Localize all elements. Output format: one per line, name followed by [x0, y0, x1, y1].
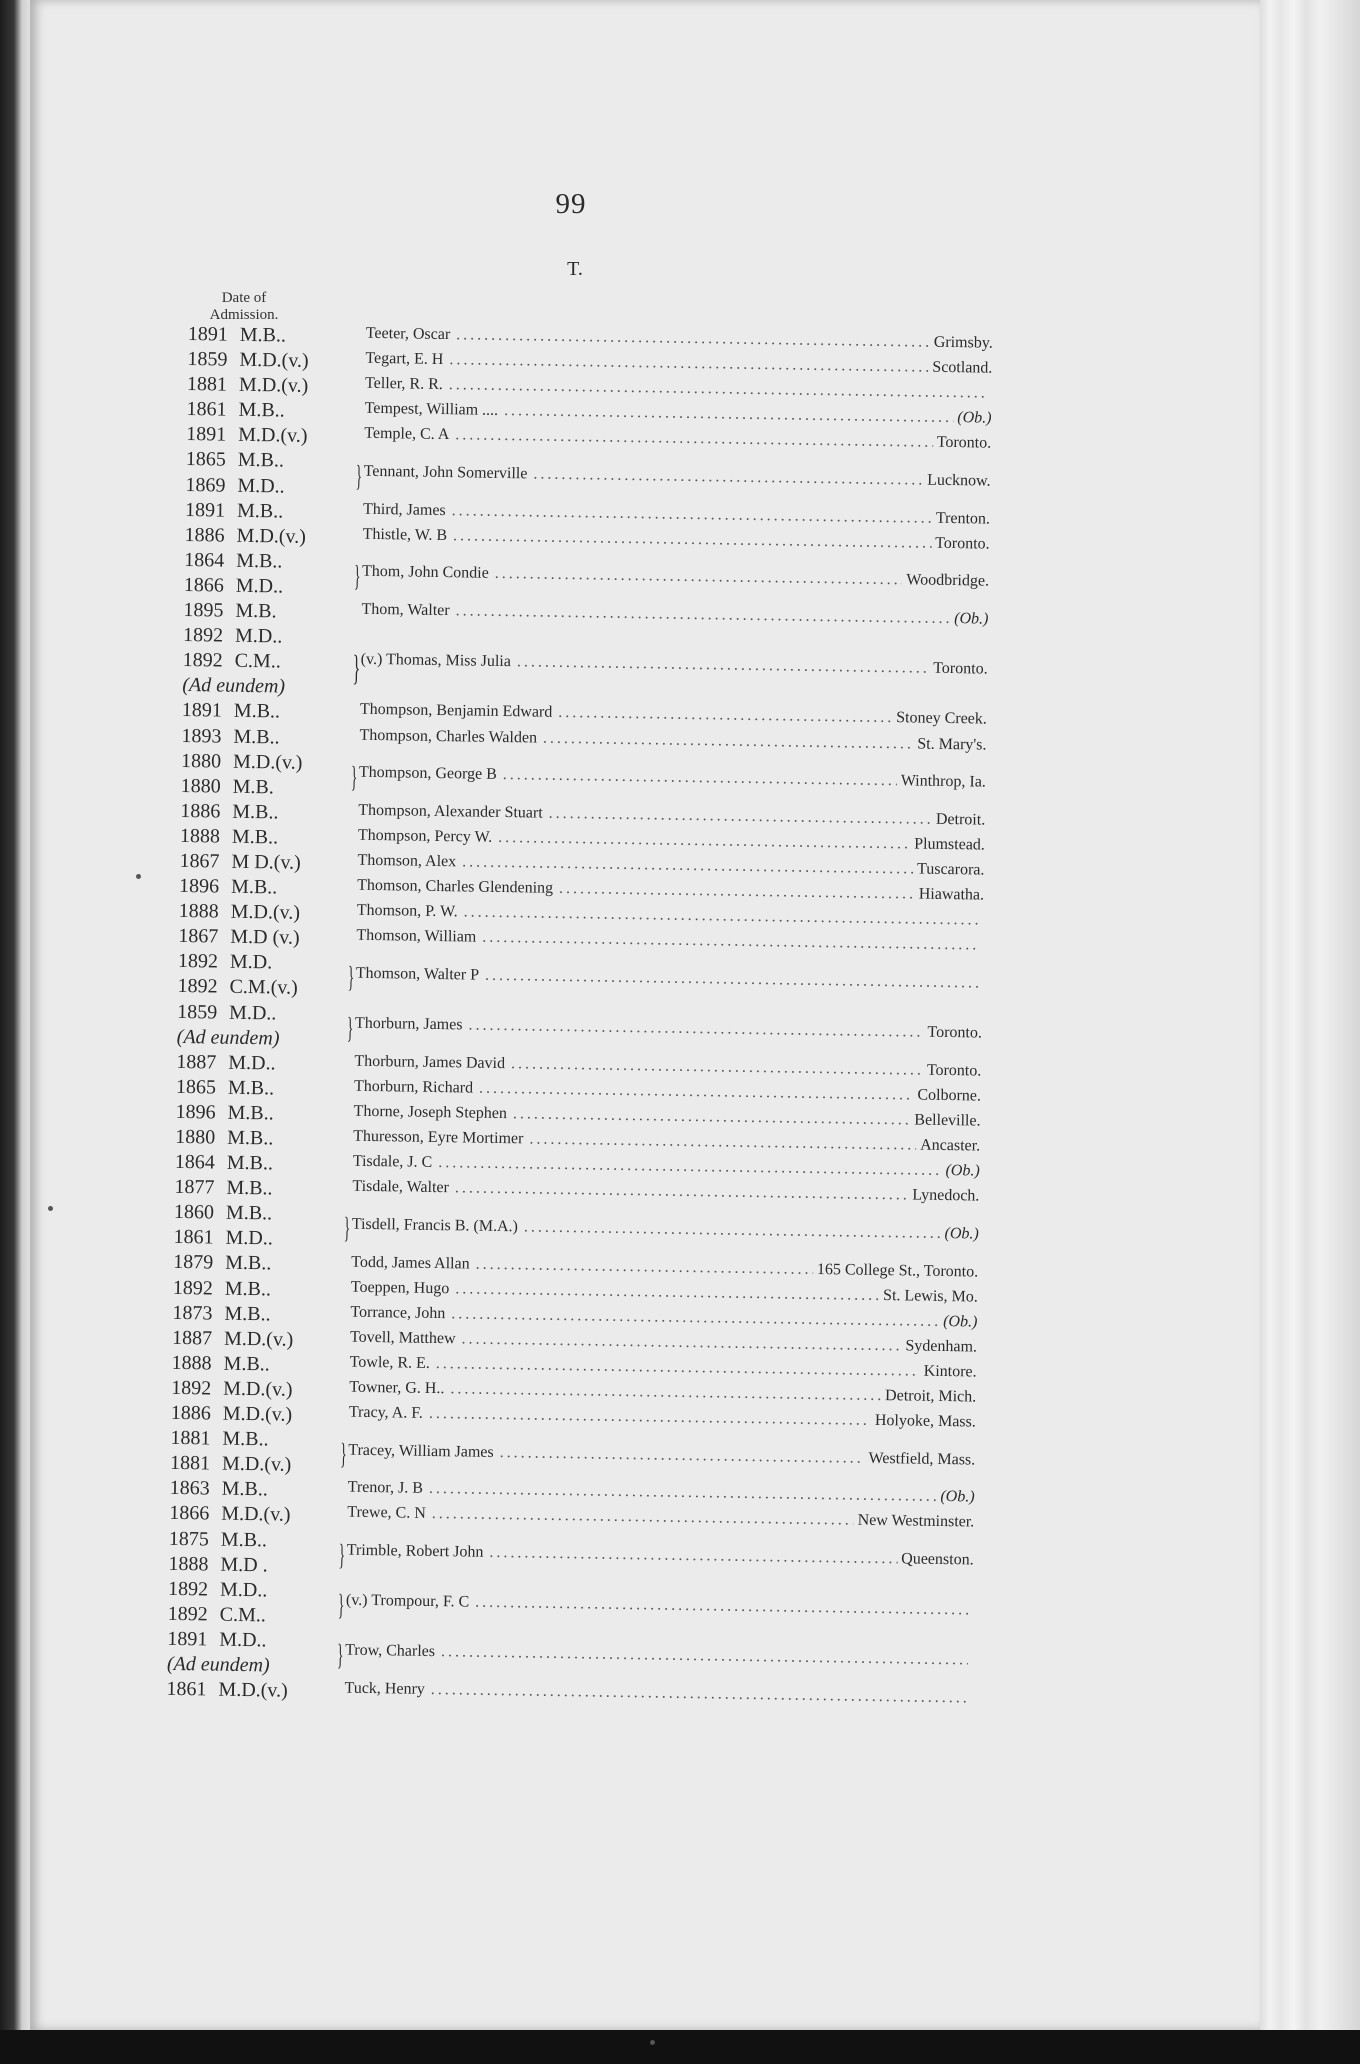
graduate-name: Teller, R. R. [364, 375, 443, 394]
residence: St. Mary's. [917, 735, 987, 754]
graduate-name: Thompson, Percy W. [357, 826, 493, 846]
admission-year: 1896 [178, 875, 220, 898]
residence: Toronto. [927, 1023, 983, 1042]
residence: New Westminster. [857, 1512, 975, 1531]
graduate-name: Thomson, Alex [357, 851, 457, 871]
graduate-name: Tisdale, Walter [352, 1177, 450, 1197]
graduate-name: Trewe, C. N [347, 1504, 426, 1523]
graduate-name: Todd, James Allan [351, 1253, 470, 1273]
degree: M.D.. [237, 474, 285, 498]
admission-year: 1863 [169, 1477, 210, 1500]
residence: Lucknow. [927, 471, 991, 490]
residence: (Ob.) [940, 1488, 975, 1506]
brace-mark: } [355, 459, 363, 493]
residence: Stoney Creek. [896, 709, 987, 729]
page-edge [1260, 0, 1360, 2064]
graduate-name: Thuresson, Eyre Mortimer [353, 1127, 524, 1148]
residence: (Ob.) [957, 409, 992, 427]
residence: Toronto. [926, 1061, 982, 1080]
admission-year: 1860 [173, 1201, 215, 1224]
graduate-name: (v.) Thomas, Miss Julia [360, 651, 512, 671]
degree: M.D.. [225, 1227, 274, 1250]
degree: M.B.. [223, 1352, 270, 1376]
residence: Winthrop, Ia. [900, 772, 987, 791]
residence: Toronto. [935, 534, 990, 553]
admission-year: 1859 [176, 1000, 218, 1024]
degree: M.D.. [219, 1628, 267, 1652]
admission-year: 1891 [186, 423, 227, 446]
admission-year: 1867 [178, 925, 219, 948]
residence: (Ob.) [945, 1162, 980, 1180]
admission-year: 1861 [166, 1677, 207, 1701]
admission-year: 1879 [173, 1251, 214, 1274]
page-number: 99 [555, 188, 587, 220]
graduate-name: Thomson, P. W. [356, 901, 458, 921]
degree: M.D.. [228, 1051, 276, 1075]
graduate-name: Tempest, William .... [364, 400, 499, 420]
graduate-name: Thompson, Charles Walden [359, 726, 538, 747]
admission-year: 1891 [167, 1627, 208, 1651]
degree: M.B.. [221, 1478, 268, 1501]
admission-year: 1886 [184, 523, 225, 547]
graduate-name: Thomson, William [356, 927, 477, 946]
residence: Colborne. [917, 1086, 982, 1105]
degree: M.B. [232, 775, 275, 799]
graduate-name: Tracy, A. F. [348, 1403, 424, 1422]
graduate-name: Trow, Charles [345, 1642, 436, 1661]
admission-year: 1866 [169, 1502, 210, 1525]
admission-year: 1892 [177, 975, 218, 998]
graduate-name: Thorne, Joseph Stephen [353, 1102, 508, 1123]
degree: M.B.. [220, 1528, 268, 1551]
degree: M.B.. [232, 800, 279, 824]
admission-year: 1892 [167, 1602, 208, 1626]
residence: (Ob.) [944, 1224, 979, 1243]
scan-speck [136, 874, 141, 879]
graduate-name: Thomson, Charles Glendening [357, 876, 554, 897]
degree: M.B.. [233, 725, 280, 749]
degree: M.B.. [225, 1202, 273, 1225]
graduate-name: Teeter, Oscar [365, 324, 451, 344]
graduate-name: Thompson, Alexander Stuart [358, 801, 543, 822]
graduate-name: Tisdell, Francis B. (M.A.) [351, 1215, 519, 1236]
admission-year: 1869 [185, 473, 226, 497]
graduate-name: Temple, C. A [364, 425, 450, 444]
graduate-name: Tuck, Henry [344, 1679, 425, 1699]
graduate-name: Thompson, George B [358, 763, 497, 784]
residence: Holyoke, Mass. [874, 1412, 976, 1431]
admission-year: 1893 [181, 724, 222, 748]
degree: M.B.. [239, 323, 287, 347]
admission-year: 1877 [174, 1176, 215, 1199]
graduate-name: Tegart, E. H [365, 349, 444, 369]
degree: M.B.. [230, 875, 278, 899]
admission-year: 1880 [175, 1125, 216, 1149]
residence: Detroit. [935, 810, 986, 829]
admission-year: 1887 [176, 1050, 217, 1074]
admission-year: 1867 [179, 849, 220, 873]
admission-year: 1866 [183, 573, 225, 597]
admission-year: 1891 [187, 322, 228, 346]
admission-year: 1892 [172, 1276, 214, 1300]
residence: Grimsby. [933, 333, 993, 352]
degree: M.B.. [225, 1252, 272, 1275]
brace-mark: } [350, 760, 358, 794]
residence: Hiawatha. [918, 885, 985, 904]
degree: M.D.(v.) [223, 1327, 294, 1351]
graduate-name: Torrance, John [350, 1303, 446, 1322]
residence: Detroit, Mich. [884, 1387, 977, 1406]
admission-year: 1880 [180, 749, 222, 773]
admission-year: 1875 [168, 1527, 210, 1550]
degree: M.D.(v.) [236, 524, 307, 548]
admission-year: 1881 [186, 373, 228, 396]
residence: (Ob.) [943, 1312, 978, 1331]
degree: C.M.. [219, 1603, 266, 1627]
degree: M.D.. [228, 1001, 277, 1025]
admission-year: 1888 [171, 1351, 212, 1375]
residence: Lynedoch. [912, 1186, 980, 1205]
graduate-name: Thompson, Benjamin Edward [359, 701, 553, 722]
graduate-name: Thorburn, Richard [353, 1077, 474, 1097]
admission-year: 1886 [180, 799, 221, 823]
admission-year: 1865 [175, 1075, 217, 1099]
residence: St. Lewis, Mo. [882, 1286, 978, 1306]
degree: M.D.(v.) [232, 750, 303, 774]
graduate-name: Thistle, W. B [362, 525, 448, 544]
degree: M.B.. [224, 1277, 272, 1300]
degree: M.B.. [226, 1176, 273, 1200]
graduate-name: Thomson, Walter P [355, 964, 480, 984]
admission-year: 1888 [168, 1552, 209, 1576]
brace-mark: } [337, 1588, 345, 1622]
admission-year: 1859 [187, 348, 228, 371]
residence: Woodbridge. [906, 571, 990, 591]
column-header-date-of-admission: Date of Admission. [209, 290, 279, 323]
degree: M.D.(v.) [221, 1452, 292, 1476]
admission-year: 1864 [174, 1151, 215, 1174]
degree: M.D . [220, 1553, 268, 1577]
residence: 165 College St., Toronto. [816, 1260, 979, 1281]
degree: M.B.. [236, 499, 284, 523]
graduate-name: Tennant, John Somerville [363, 462, 528, 483]
degree: C.M.(v.) [229, 976, 298, 1000]
residence: Sydenham. [905, 1337, 978, 1356]
scan-speck [48, 1206, 53, 1211]
degree: M.D.(v.) [238, 373, 309, 398]
graduate-name: Trimble, Robert John [346, 1541, 484, 1561]
brace-mark: } [353, 559, 361, 593]
degree: M.B. [235, 599, 277, 623]
residence: Toronto. [936, 434, 992, 453]
degree: C.M.. [234, 649, 281, 673]
degree: M D.(v.) [231, 850, 301, 874]
degree: M.B.. [238, 399, 285, 422]
degree: M.B.. [226, 1151, 274, 1175]
admission-list [166, 322, 993, 1715]
graduate-name: Thom, John Condie [361, 563, 489, 583]
degree: M.B.. [227, 1101, 274, 1125]
admission-year: 1881 [169, 1452, 211, 1475]
brace-mark: } [339, 1437, 347, 1471]
degree: M.D.(v.) [223, 1377, 293, 1401]
admission-year: 1865 [185, 448, 227, 472]
residence: Toronto. [933, 660, 988, 678]
degree: M.D.. [234, 624, 283, 648]
admission-year: 1891 [181, 699, 223, 723]
graduate-name: Trenor, J. B [347, 1479, 424, 1498]
degree: M.D.(v.) [238, 424, 308, 448]
degree: M.D. [229, 951, 273, 974]
admission-year: 1864 [184, 548, 225, 572]
degree: M.B.. [233, 700, 281, 723]
degree: M.B.. [237, 449, 285, 472]
scan-speck [650, 2040, 655, 2045]
degree: M.B.. [224, 1302, 271, 1326]
admission-year: 1892 [177, 950, 219, 973]
graduate-name: Towle, R. E. [349, 1353, 431, 1372]
residence: Scotland. [932, 358, 993, 377]
residence: Trenton. [935, 509, 991, 528]
admission-year: 1888 [178, 900, 219, 923]
degree: M.D.(v.) [218, 1678, 288, 1702]
residence: (Ob.) [954, 610, 989, 628]
graduate-name: (v.) Trompour, F. C [345, 1591, 470, 1611]
graduate-name: Third, James [362, 500, 446, 519]
admission-year: 1892 [182, 624, 224, 647]
register-entry [182, 623, 988, 711]
brace-mark: } [347, 961, 355, 995]
residence: Tuscarora. [916, 860, 985, 879]
residence: Kintore. [923, 1362, 977, 1381]
residence: Westfield, Mass. [868, 1449, 976, 1469]
admission-year: 1887 [171, 1326, 213, 1350]
graduate-name: Thom, Walter [361, 600, 450, 620]
admission-year: 1861 [173, 1226, 214, 1249]
admission-year: 1861 [186, 398, 227, 421]
section-letter: T. [567, 258, 583, 280]
degree: M.B.. [222, 1427, 269, 1451]
admission-year: 1880 [180, 774, 221, 798]
degree: M.D.(v.) [222, 1402, 293, 1426]
degree: M.B.. [231, 825, 279, 849]
degree: (Ad eundem) [176, 1025, 280, 1050]
degree: M.B.. [227, 1126, 274, 1150]
degree: M.D.(v.) [239, 348, 309, 372]
admission-year: 1891 [184, 498, 226, 522]
brace-mark: } [346, 1011, 354, 1045]
admission-year: 1881 [170, 1427, 211, 1450]
admission-year: 1873 [172, 1301, 213, 1325]
admission-year: 1886 [170, 1401, 212, 1425]
graduate-name: Thorburn, James David [354, 1052, 506, 1072]
degree: M.D.. [219, 1578, 268, 1602]
degree: (Ad eundem) [182, 674, 286, 698]
graduate-name: Tracey, William James [348, 1441, 494, 1461]
admission-year: 1892 [182, 649, 223, 672]
graduate-name: Tovell, Matthew [349, 1328, 456, 1348]
graduate-name: Towner, G. H.. [349, 1378, 445, 1398]
graduate-name: Tisdale, J. C [352, 1152, 433, 1172]
brace-mark: } [343, 1211, 351, 1246]
residence: Queenston. [901, 1550, 974, 1569]
residence: Belleville. [914, 1111, 981, 1130]
graduate-name: Thorburn, James [354, 1014, 463, 1034]
residence: Plumstead. [914, 835, 986, 854]
admission-year: 1896 [175, 1100, 216, 1124]
admission-year: 1892 [167, 1577, 209, 1601]
admission-year: 1892 [171, 1376, 212, 1400]
brace-mark: } [338, 1538, 346, 1572]
brace-mark: } [352, 647, 361, 688]
degree: (Ad eundem) [166, 1652, 270, 1677]
scan-bottom-border [0, 2030, 1360, 2064]
degree: M.D (v.) [230, 926, 300, 950]
admission-year: 1888 [179, 824, 221, 848]
degree: M.D.(v.) [230, 900, 301, 925]
degree: M.B.. [236, 549, 283, 573]
degree: M.B.. [227, 1076, 275, 1100]
degree: M.D.(v.) [221, 1503, 291, 1527]
residence: Ancaster. [920, 1136, 981, 1155]
brace-mark: } [336, 1638, 344, 1672]
admission-year: 1895 [183, 598, 224, 622]
degree: M.D.. [235, 574, 284, 598]
graduate-name: Toeppen, Hugo [350, 1278, 450, 1297]
